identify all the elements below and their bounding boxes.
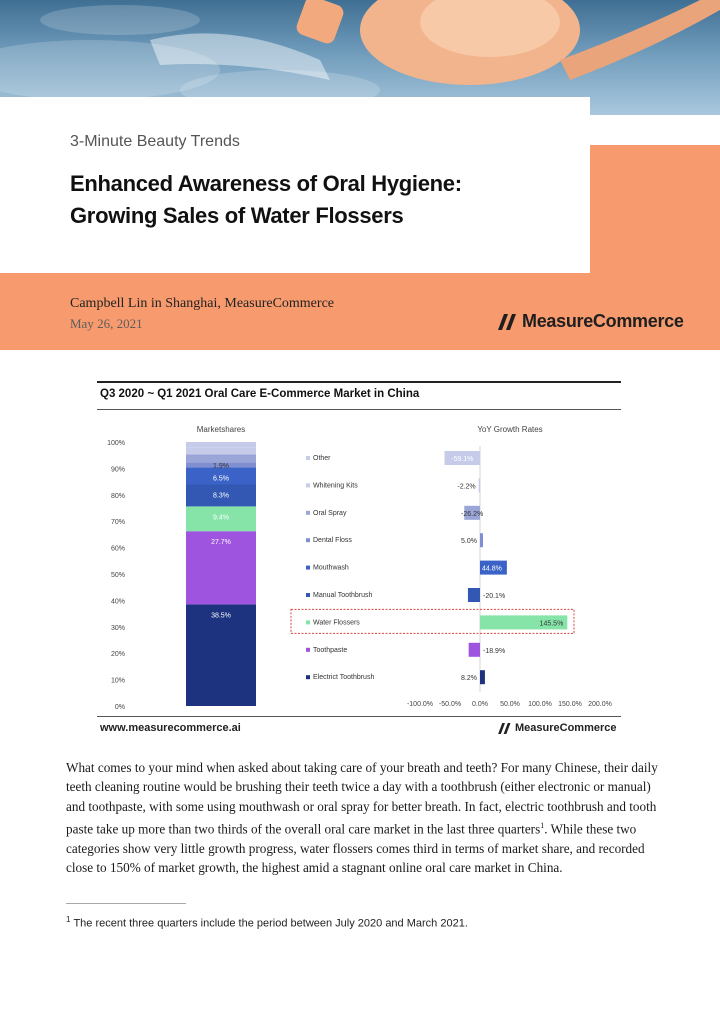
footer-brand-mark-icon: [498, 723, 512, 734]
title-line-1: Enhanced Awareness of Oral Hygiene:: [70, 171, 462, 196]
y-tick-label: 60%: [110, 545, 125, 553]
growth-label: 5.0%: [461, 538, 477, 546]
growth-label: 145.5%: [539, 620, 564, 628]
growth-bar: [468, 588, 480, 602]
paragraph-part-b: . While these two categories show very little growth progress, water flossers comes third in terms of market share, and recorded close to 150% of market growth, the highest amid a stagnant online oral care market in China.: [66, 821, 645, 876]
byline: Campbell Lin in Shanghai, MeasureCommerce: [70, 296, 334, 311]
marketshare-label: 6.5%: [213, 475, 229, 483]
legend-label: Other: [313, 455, 331, 462]
x-tick-label: 150.0%: [558, 701, 582, 708]
legend-swatch: [306, 593, 310, 597]
growth-label: -59.1%: [451, 456, 474, 463]
marketshare-segment: [186, 442, 256, 448]
legend-swatch: [306, 566, 310, 570]
y-tick-label: 20%: [110, 651, 125, 659]
brand-logo: [498, 311, 684, 332]
footnote-rule: [66, 903, 186, 904]
y-tick-label: 90%: [110, 466, 125, 474]
growth-label: -20.1%: [483, 593, 506, 600]
legend-label: Whitening Kits: [313, 482, 358, 490]
growth-bar: [469, 643, 480, 657]
legend-label: Dental Floss: [313, 537, 352, 545]
chart-top-rule: [97, 381, 621, 383]
x-tick-label: -50.0%: [438, 701, 462, 708]
chart-title-rule: [97, 409, 621, 410]
growth-bar: [479, 478, 481, 492]
page-title: [70, 168, 580, 232]
y-tick-label: 50%: [110, 572, 125, 579]
marketshare-segment: [186, 604, 256, 706]
footnote-mark: 1: [66, 915, 71, 924]
legend-label: Manual Toothbrush: [313, 592, 373, 599]
legend-swatch: [306, 648, 310, 652]
marketshare-subtitle: Marketshares: [196, 425, 246, 434]
legend-swatch: [306, 675, 310, 679]
legend-label: Water Flossers: [313, 619, 360, 627]
legend-swatch: [306, 483, 310, 487]
marketshare-segment: [186, 454, 256, 462]
legend-swatch: [306, 538, 310, 542]
growth-label: 44.8%: [482, 565, 502, 573]
chart-title: Q3 2020 ~ Q1 2021 Oral Care E-Commerce Market in China: [100, 388, 420, 400]
title-line-2: Growing Sales of Water Flossers: [70, 203, 404, 228]
footer-brand-name: MeasureCommerce: [515, 722, 617, 734]
chart-bottom-rule: [97, 716, 621, 717]
growth-label: -26.2%: [461, 510, 484, 518]
legend-label: Toothpaste: [313, 646, 348, 654]
marketshare-label: 27.7%: [211, 539, 231, 547]
marketshare-label: 8.3%: [213, 492, 229, 500]
y-tick-label: 100%: [107, 440, 125, 447]
oral-care-chart: [0, 412, 720, 712]
y-tick-label: 40%: [110, 598, 125, 606]
x-tick-label: 100.0%: [528, 701, 552, 708]
growth-bar: [480, 533, 483, 547]
x-tick-label: -100.0%: [406, 701, 434, 708]
growth-subtitle: YoY Growth Rates: [477, 425, 543, 434]
brand-name: MeasureCommerce: [522, 311, 684, 331]
publish-date: May 26, 2021: [70, 316, 143, 331]
legend-swatch: [306, 456, 310, 460]
kicker: 3-Minute Beauty Trends: [70, 133, 240, 150]
legend-swatch: [306, 620, 310, 624]
body-paragraph: [66, 758, 660, 878]
growth-label: -18.9%: [483, 647, 506, 655]
y-tick-label: 80%: [110, 492, 125, 500]
footer-logo: [498, 722, 617, 734]
growth-bar: [480, 670, 485, 684]
marketshare-label: 1.9%: [213, 462, 229, 470]
legend-swatch: [306, 511, 310, 515]
footnote-text: The recent three quarters include the period between July 2020 and March 2021.: [73, 917, 468, 930]
y-tick-label: 70%: [110, 519, 125, 527]
x-tick-label: 200.0%: [588, 701, 612, 708]
y-tick-label: 10%: [110, 677, 125, 685]
x-tick-label: 50.0%: [500, 701, 520, 708]
x-tick-label: 0.0%: [472, 701, 488, 708]
marketshare-label: 9.4%: [213, 514, 229, 522]
footnote: [66, 915, 468, 930]
legend-label: Mouthwash: [313, 564, 349, 572]
legend-label: Oral Spray: [313, 509, 347, 517]
brand-mark-icon: [498, 314, 518, 330]
legend-label: Electrict Toothbrush: [313, 674, 375, 682]
growth-label: -2.2%: [457, 483, 476, 491]
footer-url: www.measurecommerce.ai: [100, 722, 241, 734]
marketshare-segment: [186, 448, 256, 455]
paragraph-part-a: What comes to your mind when asked about taking care of your breath and teeth? For many Chinese, their daily teeth cleaning routine would be brushing their teeth twice a day with a toothbrush (either electronic or manual) and toothpaste, with some using mouthwash or oral spray for better breath. In fact, electric toothbrush and tooth paste take up more than two thirds of the overall oral care market in the last three quarters: [66, 760, 658, 837]
marketshare-label: 38.5%: [211, 612, 231, 620]
y-tick-label: 0%: [114, 704, 125, 711]
growth-label: 8.2%: [461, 675, 477, 683]
y-tick-label: 30%: [110, 624, 125, 632]
footnote-ref: 1: [540, 821, 545, 831]
